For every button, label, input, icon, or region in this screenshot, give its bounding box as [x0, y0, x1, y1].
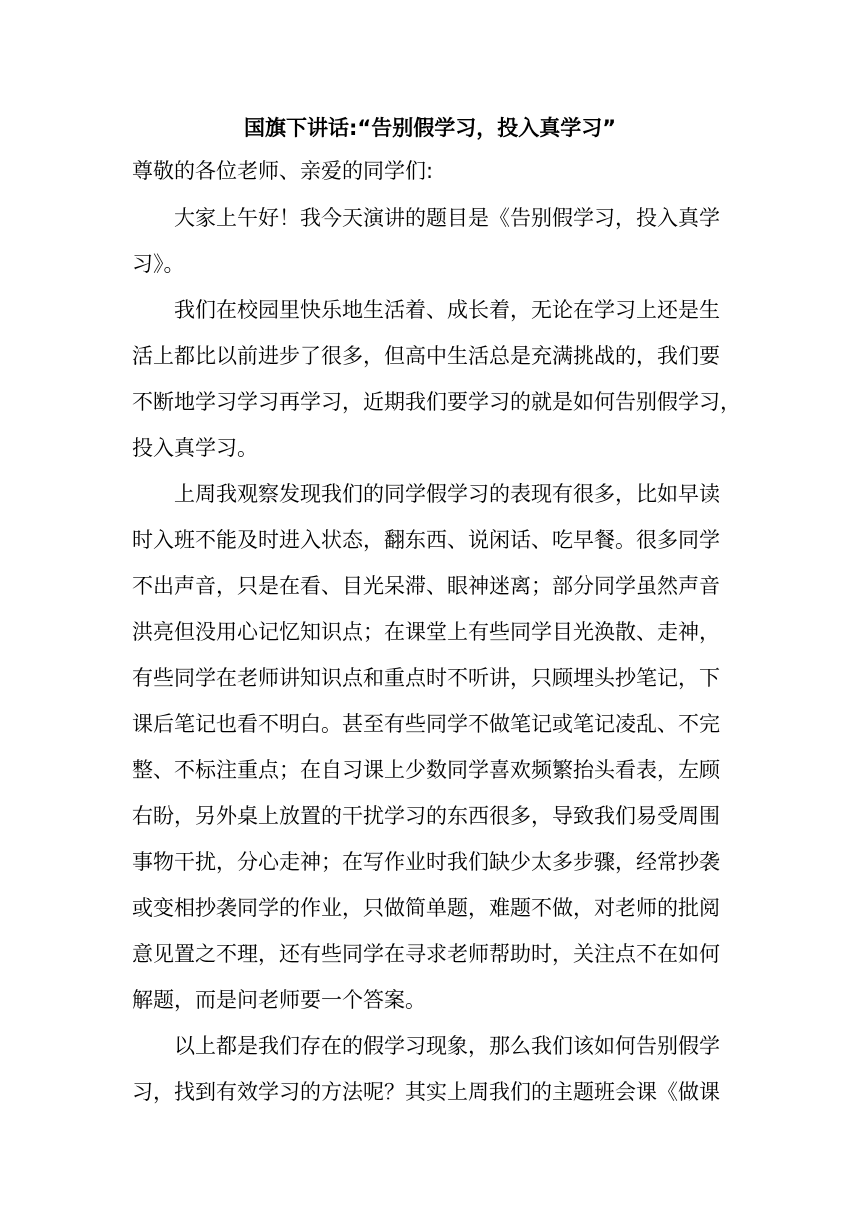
paragraph-line: 习，找到有效学习的方法呢？其实上周我们的主题班会课《做课	[132, 1080, 720, 1104]
paragraph-line: 投入真学习。	[132, 436, 258, 460]
paragraph-line: 整、不标注重点；在自习课上少数同学喜欢频繁抬头看表，左顾	[132, 758, 720, 782]
paragraph-line: 右盼，另外桌上放置的干扰学习的东西很多，导致我们易受周围	[132, 804, 720, 828]
paragraph-line: 不断地学习学习再学习，近期我们要学习的就是如何告别假学习，	[132, 390, 741, 414]
paragraph-line: 活上都比以前进步了很多，但高中生活总是充满挑战的，我们要	[132, 344, 720, 368]
paragraph-line: 习》。	[132, 252, 185, 276]
paragraph-line: 事物干扰，分心走神；在写作业时我们缺少太多步骤，经常抄袭	[132, 850, 720, 874]
paragraph-line: 大家上午好！我今天演讲的题目是《告别假学习，投入真学	[174, 206, 720, 230]
document-title: 国旗下讲话:“告别假学习，投入真学习”	[244, 116, 616, 140]
paragraph-line: 有些同学在老师讲知识点和重点时不听讲，只顾埋头抄笔记，下	[132, 666, 720, 690]
paragraph-line: 上周我观察发现我们的同学假学习的表现有很多，比如早读	[174, 482, 720, 506]
paragraph-line: 不出声音，只是在看、目光呆滞、眼神迷离；部分同学虽然声音	[132, 574, 720, 598]
paragraph-line: 意见置之不理，还有些同学在寻求老师帮助时，关注点不在如何	[132, 942, 720, 966]
paragraph-line: 洪亮但没用心记忆知识点；在课堂上有些同学目光涣散、走神，	[132, 620, 720, 644]
paragraph-line: 时入班不能及时进入状态，翻东西、说闲话、吃早餐。很多同学	[132, 528, 720, 552]
paragraph-line: 以上都是我们存在的假学习现象，那么我们该如何告别假学	[174, 1034, 720, 1058]
paragraph-line: 课后笔记也看不明白。甚至有些同学不做笔记或笔记凌乱、不完	[132, 712, 720, 736]
paragraph-line: 我们在校园里快乐地生活着、成长着，无论在学习上还是生	[174, 298, 720, 322]
salutation: 尊敬的各位老师、亲爱的同学们:	[132, 159, 434, 183]
paragraph-line: 或变相抄袭同学的作业，只做简单题，难题不做，对老师的批阅	[132, 896, 720, 920]
paragraph-line: 解题，而是问老师要一个答案。	[132, 988, 426, 1012]
